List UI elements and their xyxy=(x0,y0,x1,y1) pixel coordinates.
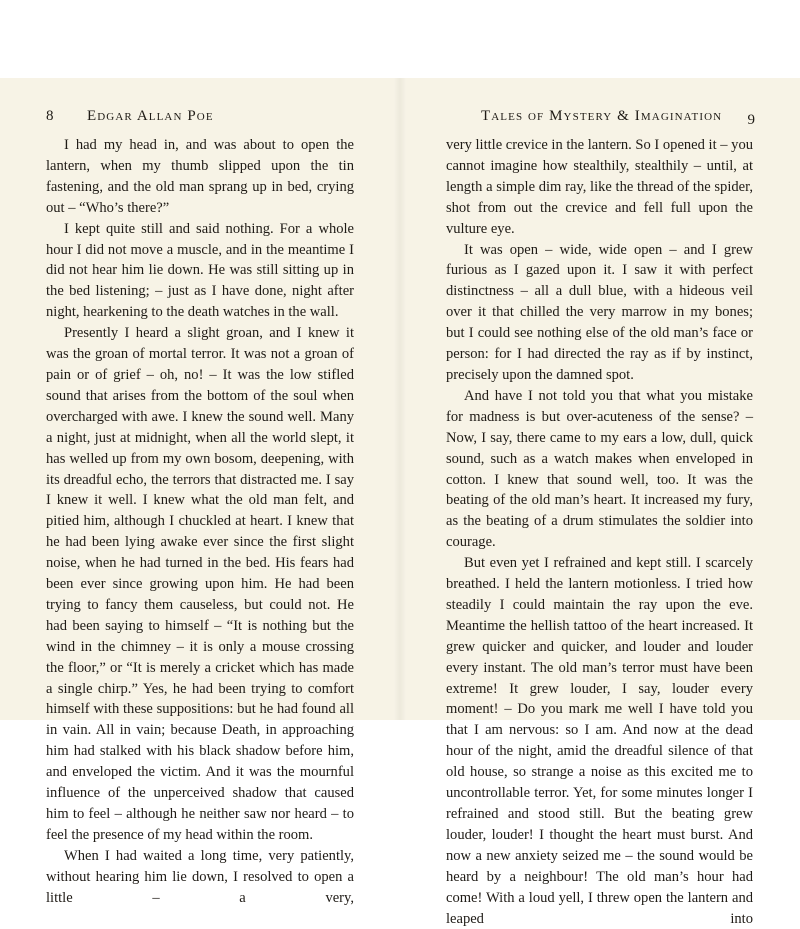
left-running-head: Edgar Allan Poe xyxy=(87,108,214,124)
left-page-header xyxy=(0,108,400,128)
right-page-body-text xyxy=(446,135,753,929)
left-paragraph-1: I had my head in, and was about to open the lantern, when my thumb slipped upon the tin fastening, and the old man sprang up in bed, crying out – “Who’s there?” xyxy=(46,137,354,216)
open-book-spread xyxy=(0,78,800,927)
right-paragraph-3: And have I not told you that what you mistake for madness is but over-acuteness of the sense? – Now, I say, there came to my ears a low, dull, quick sound, such as a watch makes when enveloped in cotton. I knew that sound well, too. It was the beating of the old man’s heart. It increased my fury, as the beating of a drum stimulates the soldier into courage. xyxy=(446,387,753,551)
right-running-head: Tales of Mystery & Imagination xyxy=(481,108,723,124)
left-paragraph-2: I kept quite still and said nothing. For a whole hour I did not move a muscle, and in the meantime I did not hear him lie down. He was still sitting up in the bed listening; – just as I have done, night after night, hearkening to the death watches in the wall. xyxy=(46,220,354,321)
left-page xyxy=(0,78,400,906)
right-page-header xyxy=(400,108,800,128)
right-paragraph-4: But even yet I refrained and kept still. I scarcely breathed. I held the lantern motionless. I tried how steadily I could maintain the ray upon the eve. Meantime the hellish tattoo of the heart increased. It grew quicker and quicker, and louder and louder every instant. The old man’s terror must have been extreme! It grew louder, I say, louder every moment! – Do you mark me well I have told you that I am nervous: so I am. And now at the dead hour of the night, amid the dreadful silence of that old house, so strange a noise as this excited me to uncontrollable terror. Yet, for some minutes longer I refrained and stood still. But the beating grew louder, louder! I thought the heart must burst. And now a new anxiety seized me – the sound would be heard by a neighbour! The old man’s hour had come! With a loud yell, I threw open the lantern and leaped into xyxy=(446,555,753,927)
right-paragraph-2: It was open – wide, wide open – and I grew furious as I gazed upon it. I saw it with perfect distinctness – all a dull blue, with a hideous veil over it that chilled the very marrow in my bones; but I could see nothing else of the old man’s face or person: for I had directed the ray as if by instinct, precisely upon the damned spot. xyxy=(446,241,753,383)
right-page-number: 9 xyxy=(747,112,755,128)
left-paragraph-4: When I had waited a long time, very patiently, without hearing him lie down, I resolved to open a little – a very, xyxy=(46,847,354,906)
left-page-body-text xyxy=(46,135,354,909)
right-paragraph-1: very little crevice in the lantern. So I opened it – you cannot imagine how stealthily, stealthily – until, at length a simple dim ray, like the thread of the spider, shot from out the crevice and fell full upon the vulture eye. xyxy=(446,137,754,237)
left-paragraph-3: Presently I heard a slight groan, and I knew it was the groan of mortal terror. It was not a groan of pain or of grief – oh, no! – It was the low stifled sound that arises from the bottom of the soul when overcharged with awe. I knew the sound well. Many a night, just at midnight, when all the world slept, it has welled up from my own bosom, deepening, with its dreadful echo, the terrors that distracted me. I say I knew it well. I knew what the old man felt, and pitied him, although I chuckled at heart. I knew that he had been lying awake ever since the first slight noise, when he had turned in the bed. His fears had been ever since growing upon him. He had been trying to fancy them causeless, but could not. He had been saying to himself – “It is nothing but the wind in the chimney – it is only a mouse crossing the floor,” or “It is merely a cricket which has made a single chirp.” Yes, he had been trying to comfort himself with these suppositions: but he had found all in vain. All in vain; because Death, in approaching him had stalked with his black shadow before him, and enveloped the victim. And it was the mournful influence of the unperceived shadow that caused him to feel – although he neither saw nor heard – to feel the presence of my head within the room. xyxy=(46,325,354,843)
right-page xyxy=(400,78,800,927)
left-page-number: 8 xyxy=(46,108,54,124)
